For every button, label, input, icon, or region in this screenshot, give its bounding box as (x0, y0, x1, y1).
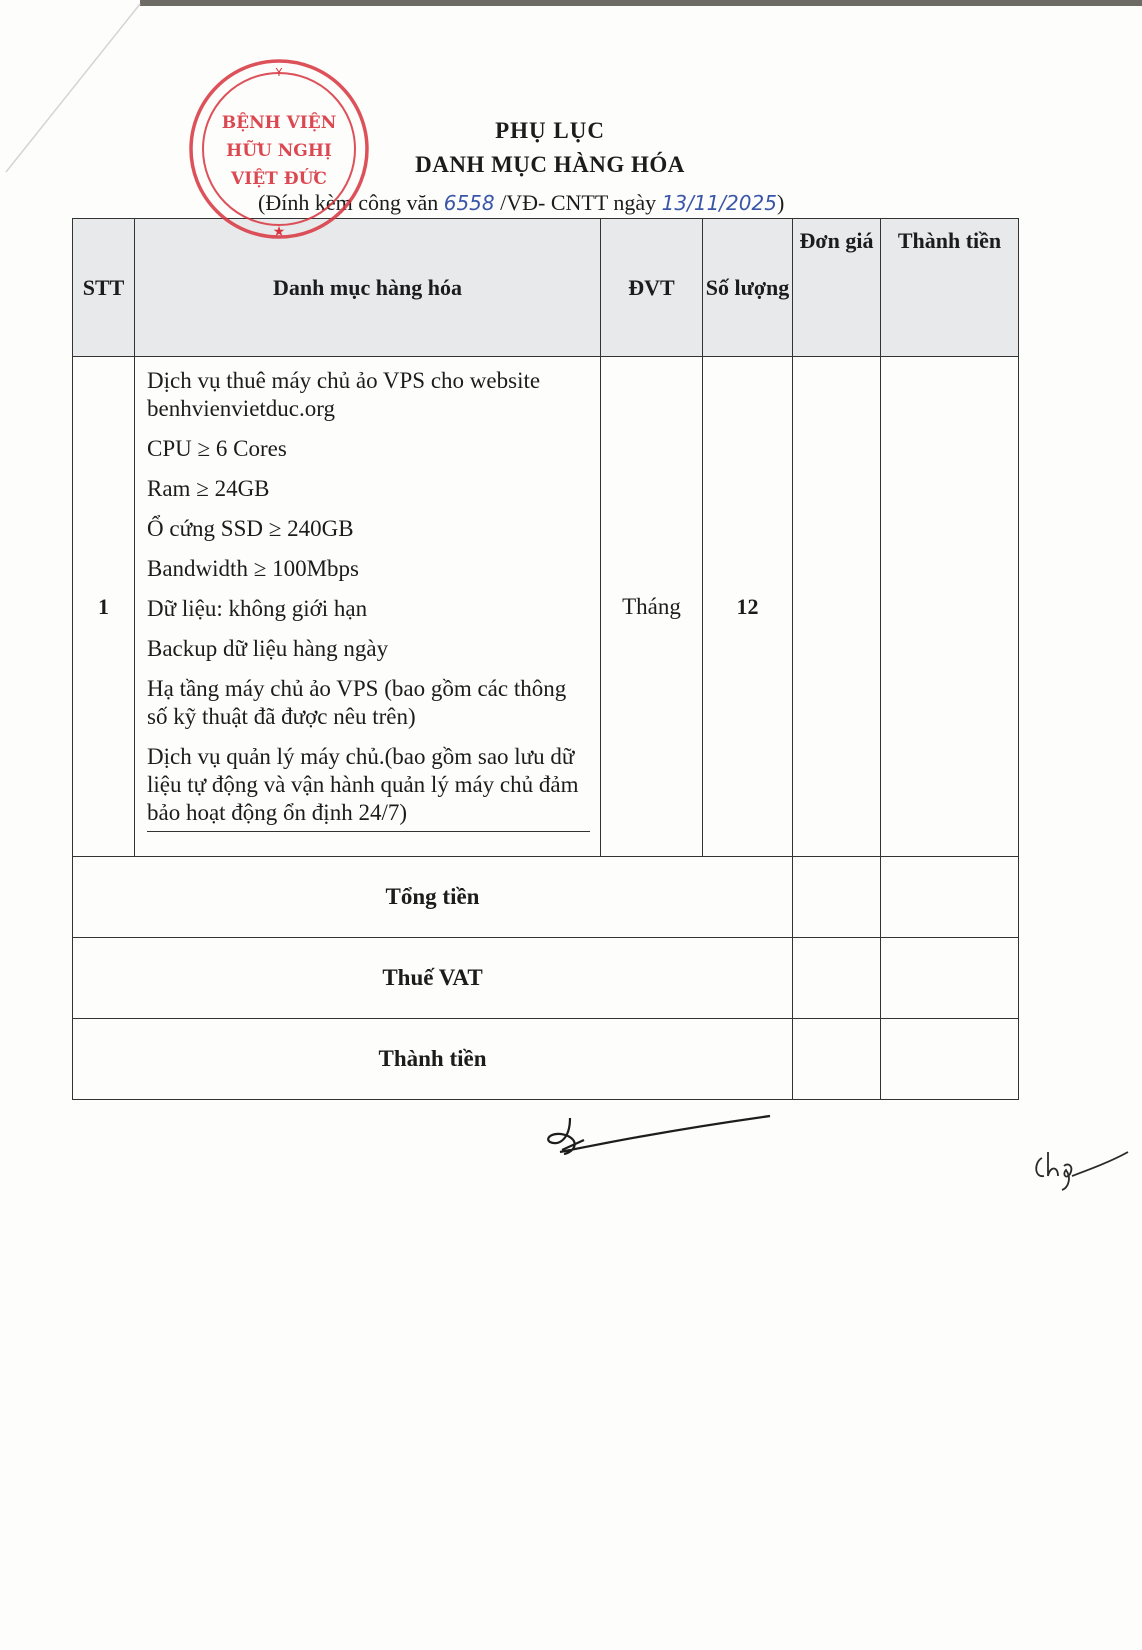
title-goods-list: DANH MỤC HÀNG HÓA (415, 152, 685, 177)
row-stt: 1 (73, 357, 135, 857)
table-row (73, 357, 1019, 857)
row-unit-price (793, 357, 881, 857)
signature-scribble (540, 1100, 780, 1170)
row-amount (881, 357, 1019, 857)
paper-fold-mark (0, 0, 160, 200)
total-amount-cell (881, 857, 1019, 938)
hospital-seal-stamp (186, 56, 372, 242)
desc-line: Ram ≥ 24GB (147, 476, 270, 501)
svg-text:VIỆT ĐỨC: VIỆT ĐỨC (231, 169, 327, 189)
goods-table (72, 218, 1019, 1100)
svg-text:Y: Y (275, 66, 283, 79)
summary-row-vat (73, 938, 1019, 1019)
summary-row-total (73, 857, 1019, 938)
desc-line: Backup dữ liệu hàng ngày (147, 636, 389, 661)
reference-prefix: (Đính kèm công văn (258, 190, 439, 215)
grand-total-amount-cell (881, 1019, 1019, 1100)
header-unit: ĐVT (601, 219, 703, 357)
desc-line: Bandwidth ≥ 100Mbps (147, 556, 359, 581)
desc-line: Dịch vụ thuê máy chủ ảo VPS cho website benhvienvietduc.org (147, 368, 541, 421)
vat-amount-cell (881, 938, 1019, 1019)
row-unit: Tháng (601, 357, 703, 857)
svg-text:★: ★ (272, 224, 286, 240)
scan-edge-shadow (140, 0, 1142, 6)
total-unit-price-cell (793, 857, 881, 938)
header-unit-price: Đơn giá (793, 219, 881, 357)
row-description (135, 357, 601, 857)
reference-suffix: ) (776, 190, 785, 215)
reference-doc-number: 6558 (443, 191, 495, 215)
header-amount: Thành tiền (881, 219, 1019, 357)
vat-label: Thuế VAT (73, 938, 793, 1019)
initials-scribble (1028, 1148, 1138, 1198)
svg-text:BỆNH VIỆN: BỆNH VIỆN (221, 113, 337, 133)
vat-unit-price-cell (793, 938, 881, 1019)
reference-middle: /VĐ- CNTT ngày (500, 190, 657, 215)
desc-line: Dữ liệu: không giới hạn (147, 596, 368, 621)
title-appendix: PHỤ LỤC (495, 118, 605, 143)
grand-total-unit-price-cell (793, 1019, 881, 1100)
svg-text:HỮU NGHỊ: HỮU NGHỊ (226, 141, 332, 161)
title-block (320, 118, 780, 178)
row-quantity: 12 (703, 357, 793, 857)
desc-line: Hạ tầng máy chủ ảo VPS (bao gồm các thông số kỹ thuật đã được nêu trên) (147, 676, 567, 729)
header-quantity: Số lượng (703, 219, 793, 357)
desc-line: Dịch vụ quản lý máy chủ.(bao gồm sao lưu dữ liệu tự động và vận hành quản lý máy chủ đảm bảo hoạt động ổn định 24/7) (147, 743, 590, 832)
desc-line: CPU ≥ 6 Cores (147, 436, 287, 461)
reference-date: 13/11/2025 (661, 191, 777, 215)
desc-line: Ổ cứng SSD ≥ 240GB (147, 516, 354, 541)
header-stt: STT (73, 219, 135, 357)
total-label: Tổng tiền (73, 857, 793, 938)
header-item: Danh mục hàng hóa (135, 219, 601, 357)
grand-total-label: Thành tiền (73, 1019, 793, 1100)
summary-row-grand-total (73, 1019, 1019, 1100)
